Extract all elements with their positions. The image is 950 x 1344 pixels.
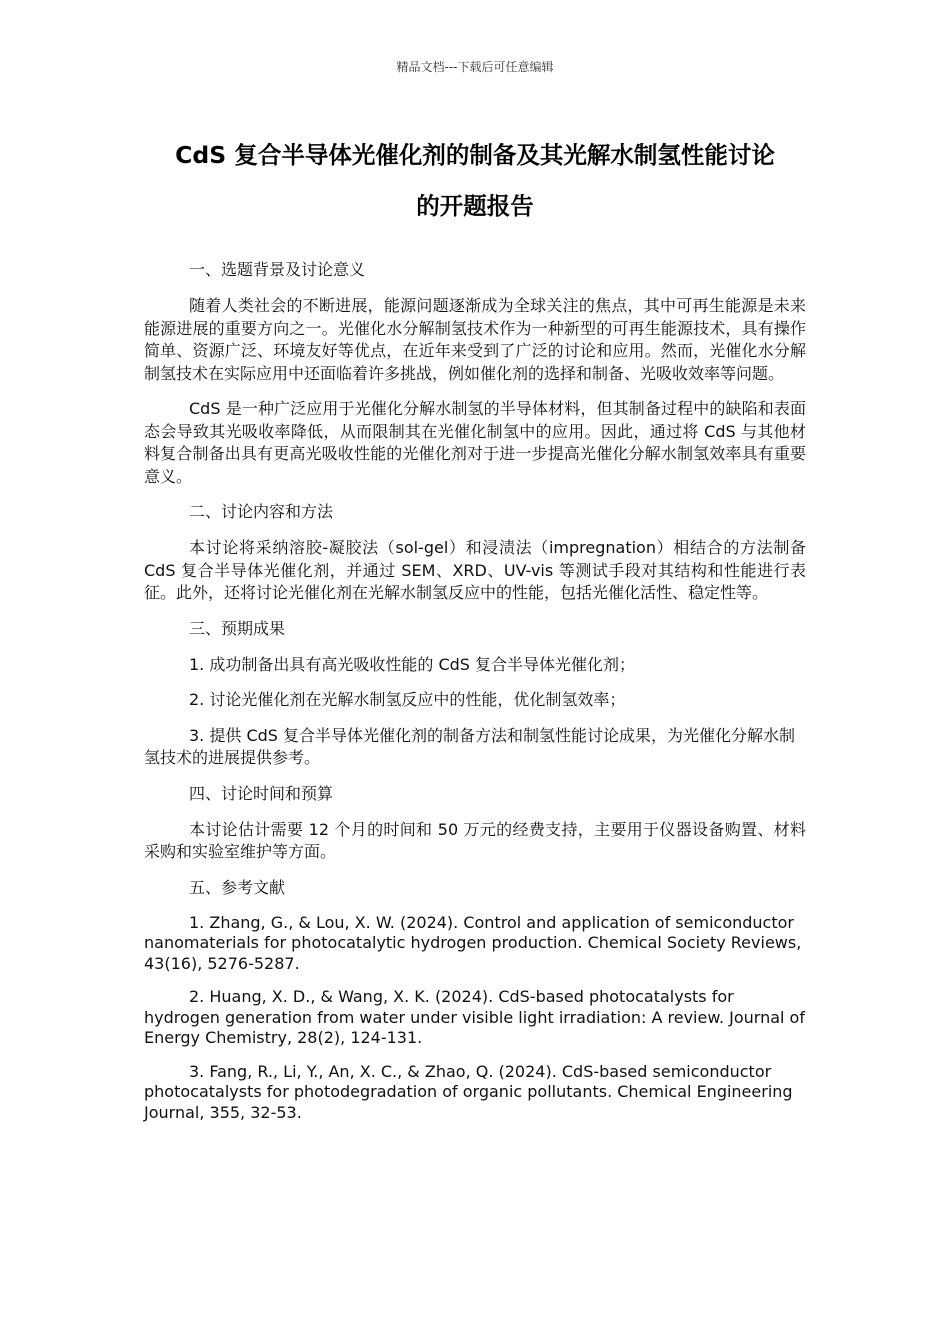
- section-heading-expected-results: 三、预期成果: [189, 618, 286, 638]
- paragraph-content-methods: 本讨论将采纳溶胶-凝胶法（sol-gel）和浸渍法（impregnation）相结合的方法制备 CdS 复合半导体光催化剂，并通过 SEM、XRD、UV-vis 等测试手段对其结构和性能进行表征。此外，还将讨论光催化剂在光解水制氢反应中的性能，包括光催化活性、稳定性等。: [144, 538, 806, 602]
- section-heading-references: 五、参考文献: [189, 877, 286, 897]
- reference-item: 1. Zhang, G., & Lou, X. W. (2024). Control and application of semiconductor nanomaterials for photocatalytic hydrogen production. Chemical Society Reviews, 43(16), 5276-5287.: [144, 912, 802, 973]
- title-line-2: 的开题报告: [416, 192, 534, 220]
- reference-item: 3. Fang, R., Li, Y., An, X. C., & Zhao, Q. (2024). CdS-based semiconductor photocatalysts for photodegradation of organic pollutants. Chemical Engineering Journal, 355, 32-53.: [144, 1061, 793, 1122]
- paragraph-background-2: CdS 是一种广泛应用于光催化分解水制氢的半导体材料，但其制备过程中的缺陷和表面态会导致其光吸收率降低，从而限制其在光催化制氢中的应用。因此，通过将 CdS 与其他材料复合制备出具有更高光吸收性能的光催化剂对于进一步提高光催化分解水制氢效率具有重要意义。: [144, 399, 806, 486]
- section-heading-background: 一、选题背景及讨论意义: [189, 260, 366, 279]
- list-item: 2. 讨论光催化剂在光解水制氢反应中的性能，优化制氢效率；: [189, 690, 626, 709]
- section-heading-time-budget: 四、讨论时间和预算: [189, 783, 334, 803]
- document-title: [140, 130, 810, 232]
- section-heading-content-methods: 二、讨论内容和方法: [189, 502, 334, 521]
- header-note: 精品文档---下载后可任意编辑: [396, 60, 554, 74]
- title-line-1: CdS 复合半导体光催化剂的制备及其光解水制氢性能讨论: [175, 141, 775, 169]
- list-item: 1. 成功制备出具有高光吸收性能的 CdS 复合半导体光催化剂；: [189, 654, 636, 674]
- document-body: [144, 259, 806, 1136]
- paragraph-background-1: 随着人类社会的不断进展，能源问题逐渐成为全球关注的焦点，其中可再生能源是未来能源进展的重要方向之一。光催化水分解制氢技术作为一种新型的可再生能源技术，具有操作简单、资源广泛、环境友好等优点，在近年来受到了广泛的讨论和应用。然而，光催化水分解制氢技术在实际应用中还面临着许多挑战，例如催化剂的选择和制备、光吸收效率等问题。: [144, 296, 806, 383]
- reference-item: 2. Huang, X. D., & Wang, X. K. (2024). CdS-based photocatalysts for hydrogen generation from water under visible light irradiation: A review. Journal of Energy Chemistry, 28(2), 124-131.: [144, 987, 805, 1047]
- paragraph-time-budget: 本讨论估计需要 12 个月的时间和 50 万元的经费支持，主要用于仪器设备购置、材料采购和实验室维护等方面。: [144, 819, 806, 861]
- list-item: 3. 提供 CdS 复合半导体光催化剂的制备方法和制氢性能讨论成果，为光催化分解水制氢技术的进展提供参考。: [144, 725, 796, 767]
